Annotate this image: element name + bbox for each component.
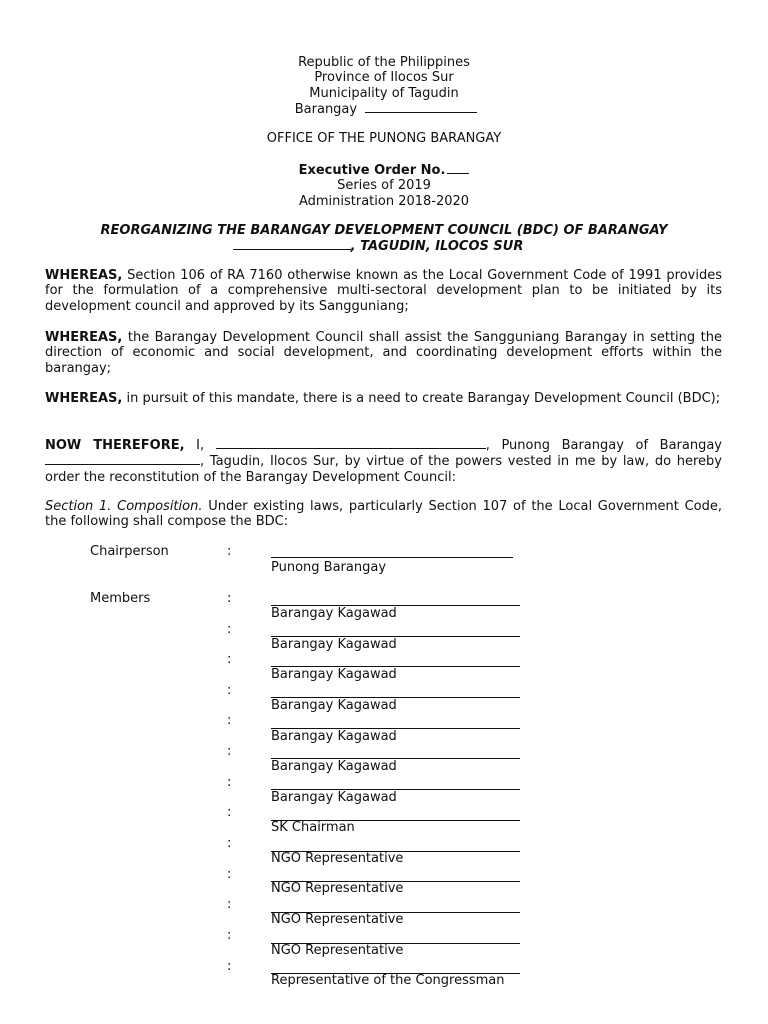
subject-line-2 — [0, 238, 768, 254]
whereas-1-text: Section 106 of RA 7160 otherwise known as the Local Government Code of 1991 provides for the formulation of a comprehensive multi-sectoral development plan to be initiated by its development council and approved by its Sangguniang; — [45, 268, 722, 314]
member-colon: : — [227, 713, 232, 728]
member-colon: : — [227, 652, 232, 667]
whereas-2-lead: WHEREAS, — [45, 330, 123, 345]
whereas-clause-3 — [45, 391, 722, 406]
member-colon: : — [227, 867, 232, 882]
member-title: Barangay Kagawad — [271, 606, 397, 621]
punong-barangay-name-blank — [216, 437, 486, 449]
republic-line: Republic of the Philippines — [298, 55, 470, 70]
barangay-blank — [45, 453, 200, 465]
barangay-label: Barangay — [294, 101, 358, 117]
whereas-clause-1 — [45, 268, 722, 314]
subject-line-1: REORGANIZING THE BARANGAY DEVELOPMENT COUNCIL (BDC) OF BARANGAY — [100, 223, 668, 238]
whereas-3-lead: WHEREAS, — [45, 391, 123, 406]
subject-line-2-text: , TAGUDIN, ILOCOS SUR — [350, 239, 524, 255]
chairperson-label: Chairperson — [90, 544, 169, 559]
section-1 — [45, 499, 722, 530]
whereas-1-lead: WHEREAS, — [45, 268, 123, 283]
member-colon: : — [227, 897, 232, 912]
chairperson-title: Punong Barangay — [271, 560, 387, 575]
barangay-line — [0, 101, 768, 117]
member-title: Barangay Kagawad — [271, 759, 397, 774]
now-therefore-i: I, — [184, 438, 216, 453]
member-title: Barangay Kagawad — [271, 790, 397, 805]
member-title: NGO Representative — [271, 881, 404, 896]
now-therefore-part-2: , Tagudin, Ilocos Sur, by virtue of the powers vested in me by law, do hereby order the reconstitution of the Barangay Development Council: — [45, 454, 722, 485]
section-1-heading: Section 1. Composition. — [45, 499, 203, 514]
office-title: OFFICE OF THE PUNONG BARANGAY — [266, 131, 502, 146]
member-colon: : — [227, 928, 232, 943]
municipality-line: Municipality of Tagudin — [309, 85, 459, 101]
member-colon: : — [227, 775, 232, 790]
whereas-2-text: the Barangay Development Council shall assist the Sangguniang Barangay in setting the direction of economic and social development, and coordinating development efforts within the barangay; — [45, 330, 722, 376]
order-number-blank — [447, 162, 469, 174]
chairperson-signature-line — [271, 557, 513, 558]
section-1-text: Under existing laws, particularly Section 107 of the Local Government Code, the following shall compose the BDC: — [45, 499, 722, 530]
member-colon: : — [227, 683, 232, 698]
order-series: Series of 2019 — [337, 178, 431, 194]
barangay-name-blank — [365, 101, 477, 113]
member-title: Representative of the Congressman — [271, 973, 505, 988]
order-subject — [0, 223, 768, 255]
chairperson-colon: : — [227, 544, 232, 559]
now-therefore-clause — [45, 437, 722, 485]
member-colon: : — [227, 836, 232, 851]
member-colon: : — [227, 959, 232, 974]
member-title: SK Chairman — [271, 820, 355, 835]
order-block — [0, 162, 768, 209]
members-label: Members — [90, 591, 151, 606]
member-colon: : — [227, 591, 232, 606]
member-title: NGO Representative — [271, 851, 404, 866]
member-title: Barangay Kagawad — [271, 729, 397, 744]
member-title: Barangay Kagawad — [271, 698, 397, 713]
letterhead — [0, 55, 768, 117]
member-colon: : — [227, 805, 232, 820]
member-title: Barangay Kagawad — [271, 667, 397, 682]
whereas-3-text: in pursuit of this mandate, there is a need to create Barangay Development Council (BDC); — [122, 391, 721, 406]
order-title-line — [0, 162, 768, 178]
member-title: Barangay Kagawad — [271, 637, 397, 652]
member-title: NGO Representative — [271, 943, 404, 958]
member-colon: : — [227, 744, 232, 759]
member-colon: : — [227, 622, 232, 637]
order-administration: Administration 2018-2020 — [298, 193, 470, 209]
now-therefore-lead: NOW THEREFORE, — [45, 438, 185, 453]
subject-barangay-blank — [233, 238, 351, 250]
whereas-clause-2 — [45, 330, 722, 376]
member-title: NGO Representative — [271, 912, 404, 927]
now-therefore-part-1: , Punong Barangay of Barangay — [485, 438, 723, 453]
province-line: Province of Ilocos Sur — [314, 70, 454, 86]
order-title: Executive Order No. — [298, 163, 446, 178]
